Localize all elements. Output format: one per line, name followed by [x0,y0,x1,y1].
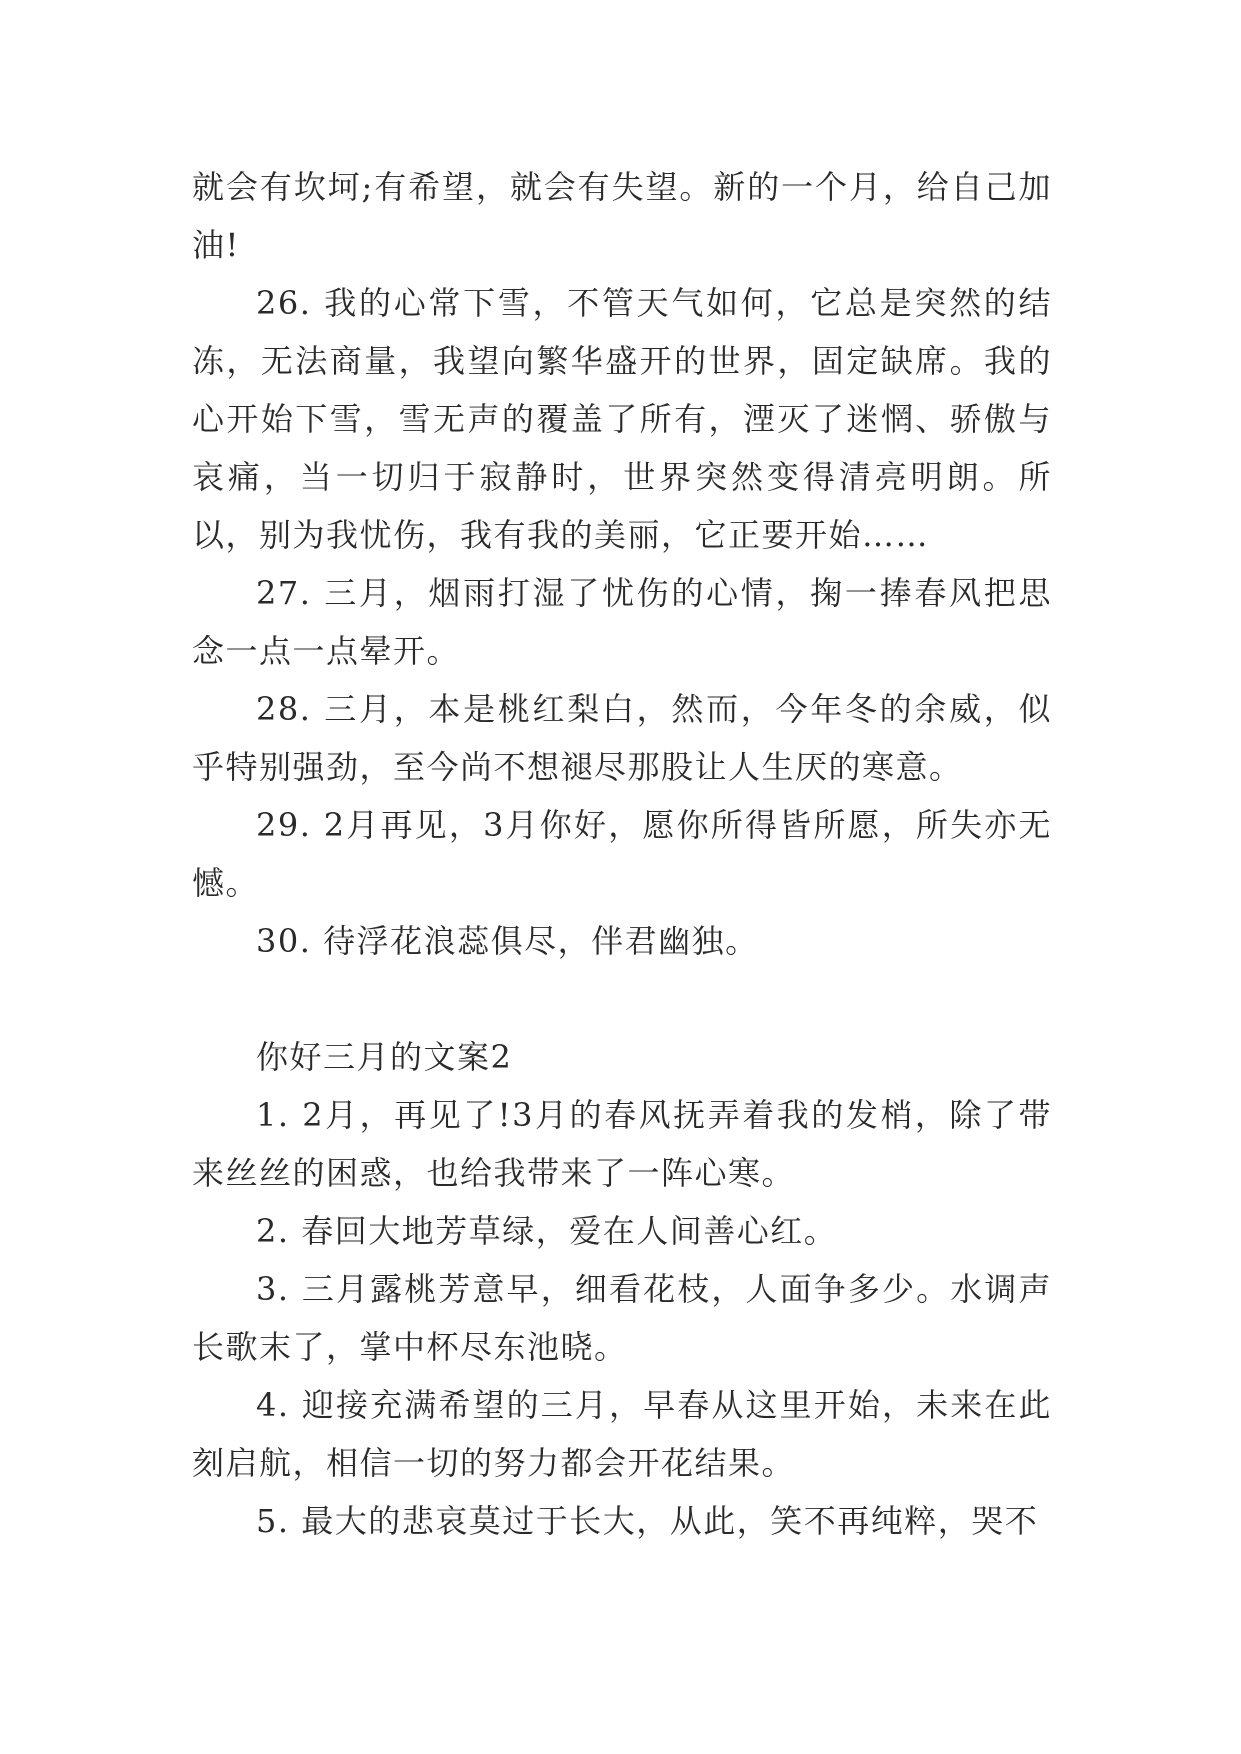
document-body [192,158,1052,1550]
list-item-27: 27. 三月，烟雨打湿了忧伤的心情，掬一捧春风把思念一点一点晕开。 [192,574,1052,670]
list-item-2: 2. 春回大地芳草绿，爱在人间善心红。 [256,1212,838,1250]
list-item-29: 29. 2月再见，3月你好，愿你所得皆所愿，所失亦无憾。 [192,806,1052,902]
list-item-1: 1. 2月，再见了!3月的春风抚弄着我的发梢，除了带来丝丝的困惑，也给我带来了一阵心寒。 [192,1096,1052,1192]
list-item-5: 5. 最大的悲哀莫过于长大，从此，笑不再纯粹，哭不 [256,1502,1039,1540]
section-title: 你好三月的文案2 [256,1038,513,1076]
list-item-4: 4. 迎接充满希望的三月，早春从这里开始，未来在此刻启航，相信一切的努力都会开花结果。 [192,1386,1052,1482]
section-spacer [192,970,1052,1028]
list-item-26: 26. 我的心常下雪，不管天气如何，它总是突然的结冻，无法商量，我望向繁华盛开的世界，固定缺席。我的心开始下雪，雪无声的覆盖了所有，湮灭了迷惘、骄傲与哀痛，当一切归于寂静时，世界突然变得清亮明朗。所以，别为我忧伤，我有我的美丽，它正要开始…… [192,284,1052,554]
list-item-30: 30. 待浮花浪蕊俱尽，伴君幽独。 [256,922,759,960]
carry-over-paragraph: 就会有坎坷;有希望，就会有失望。新的一个月，给自己加油! [192,168,1052,264]
list-item-3: 3. 三月露桃芳意早，细看花枝，人面争多少。水调声长歌末了，掌中杯尽东池晓。 [192,1270,1052,1366]
list-item-28: 28. 三月，本是桃红梨白，然而，今年冬的余威，似乎特别强劲，至今尚不想褪尽那股让人生厌的寒意。 [192,690,1052,786]
